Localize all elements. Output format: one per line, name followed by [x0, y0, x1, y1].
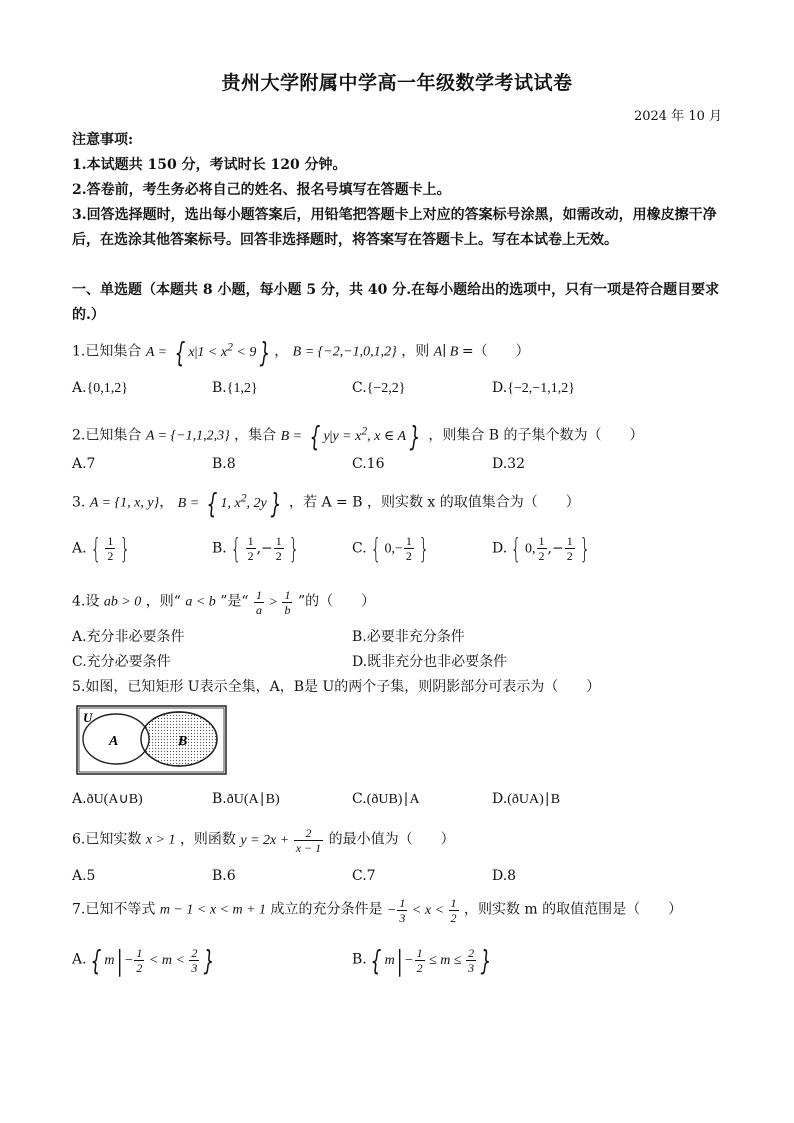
q5-option-c[interactable]: C.(ðUB)∣A — [352, 791, 420, 807]
q2-option-d[interactable]: D.32 — [492, 456, 525, 472]
question-2 — [72, 420, 644, 453]
q4-mid1: ，则“ — [145, 593, 181, 610]
q6-function: y = 2x + $\frac{2}{x - 1}$ — [240, 826, 322, 855]
exam-date: 2024 年 10 月 — [633, 109, 722, 124]
q4-tail: ”的（ ） — [297, 593, 376, 610]
q3-set-b: B = { 1, $x^2$, 2y } — [177, 487, 281, 520]
q6-tail: 的最小值为（ ） — [328, 831, 455, 848]
venn-label-b: B — [178, 734, 188, 749]
q1-prefix: 1.已知集合 — [72, 343, 142, 360]
q3-set-a: A = {1, x, y} — [89, 495, 160, 511]
q5-option-b[interactable]: B.ðU(A∣B) — [212, 791, 280, 807]
q2-option-a[interactable]: A.7 — [72, 456, 96, 472]
notes-heading: 注意事项: — [72, 132, 134, 148]
note-item-3: 3.回答选择题时，选出每小题答案后，用铅笔把答题卡上对应的答案标号涂黑，如需改动，用橡皮擦干净后，在选涂其他答案标号。回答非选择题时，将答案写在答题卡上。写在本试卷上无效。 — [72, 207, 717, 248]
q3-prefix: 3. — [72, 494, 86, 511]
q1-tail: =（ ） — [461, 343, 530, 360]
question-1: 1.已知集合 A = { $x|1 < x^2 < 9$ } ， B = {−2,−1,0,1,2} ，则 A∣ B =（ ） — [72, 336, 530, 369]
q4-prefix: 4.设 — [72, 593, 100, 610]
q7-tail: ，则实数 m 的取值范围是（ ） — [463, 901, 683, 918]
note-item-1: 1.本试题共 150 分，考试时长 120 分钟。 — [72, 157, 347, 173]
q1-set-b: B = {−2,−1,0,1,2} — [292, 344, 397, 360]
question-7 — [72, 896, 682, 925]
q2-set-a: A = {−1,1,2,3} — [145, 428, 230, 444]
q6-option-a[interactable]: A.5 — [72, 868, 96, 884]
q1-option-b[interactable]: B.{1,2} — [212, 380, 258, 396]
q2-set-b: B = { $y|y = x^2$, x ∈ A } — [280, 420, 421, 453]
q4-a-lt-b: a < b — [185, 594, 216, 610]
q1-option-a[interactable]: A.{0,1,2} — [72, 380, 129, 396]
q3-option-c[interactable]: C. { 0,− $\frac{1}{2}$ } — [352, 532, 430, 565]
q7-option-a[interactable]: A. { m| − $\frac{1}{2}$ < m < $\frac{2}{3}$ } — [72, 944, 215, 977]
q4-option-a[interactable]: A.充分非必要条件 — [72, 629, 185, 645]
page-title: 贵州大学附属中学高一年级数学考试试卷 — [221, 72, 573, 94]
q4-mid2: ”是“ — [220, 593, 249, 610]
q7-prefix: 7.已知不等式 — [72, 901, 156, 918]
q1-expr: A∣ B — [433, 344, 462, 360]
q2-prefix: 2.已知集合 — [72, 427, 142, 444]
q3-option-b[interactable]: B. { $\frac{1}{2}$ ,− $\frac{1}{2}$ } — [212, 532, 300, 565]
venn-label-a: A — [109, 734, 119, 749]
q7-inequality: m − 1 < x < m + 1 — [159, 902, 267, 918]
q6-option-b[interactable]: B.6 — [212, 868, 236, 884]
q3-option-d[interactable]: D. { 0, $\frac{1}{2}$ ,− $\frac{1}{2}$ } — [492, 532, 590, 565]
q3-mid: ，若 A = B ，则实数 x 的取值集合为（ ） — [289, 494, 580, 511]
q6-option-d[interactable]: D.8 — [492, 868, 517, 884]
q2-tail: ，则集合 B 的子集个数为（ ） — [428, 427, 644, 444]
q2-option-c[interactable]: C.16 — [352, 456, 385, 472]
q3-option-a[interactable]: A. { $\frac{1}{2}$ } — [72, 532, 131, 565]
q4-reciprocal: $\frac{1}{a}$ > $\frac{1}{b}$ — [256, 588, 291, 617]
question-6 — [72, 826, 455, 855]
q4-option-c[interactable]: C.充分必要条件 — [72, 654, 171, 670]
question-3: 3. A = {1, x, y}， B = { 1, $x^2$, 2y } ，若 A = B ，则实数 x 的取值集合为（ ） — [72, 487, 580, 520]
question-5: 5.如图，已知矩形 U表示全集，A，B是 U的两个子集，则阴影部分可表示为（ ） — [72, 679, 601, 695]
q1-option-d[interactable]: D.{−2,−1,1,2} — [492, 380, 575, 396]
q1-set-a: A = { $x|1 < x^2 < 9$ } — [145, 336, 271, 369]
q1-mid: ，则 — [401, 343, 430, 360]
venn-label-u: U — [83, 710, 93, 725]
note-item-2: 2.答卷前，考生务必将自己的姓名、报名号填写在答题卡上。 — [72, 182, 451, 198]
q2-option-b[interactable]: B.8 — [212, 456, 236, 472]
q7-option-b[interactable]: B. { m| − $\frac{1}{2}$ ≤ m ≤ $\frac{2}{3}$ } — [352, 944, 492, 977]
q2-mid: ，集合 — [234, 427, 277, 444]
q6-option-c[interactable]: C.7 — [352, 868, 376, 884]
q6-condition: x > 1 — [145, 832, 176, 848]
q6-prefix: 6.已知实数 — [72, 831, 142, 848]
q5-option-a[interactable]: A.ðU(A∪B) — [72, 791, 143, 807]
q1-option-c[interactable]: C.{−2,2} — [352, 380, 406, 396]
section-heading: 一、单选题（本题共 8 小题，每小题 5 分，共 40 分.在每小题给出的选项中，只有一项是符合题目要求的.） — [72, 282, 720, 323]
q4-condition: ab > 0 — [103, 594, 142, 610]
q7-mid: 成立的充分条件是 — [270, 901, 383, 918]
q4-option-b[interactable]: B.必要非充分条件 — [352, 629, 465, 645]
q4-option-d[interactable]: D.既非充分也非必要条件 — [352, 654, 508, 670]
q6-mid: ，则函数 — [179, 831, 236, 848]
q5-option-d[interactable]: D.(ðUA)∣B — [492, 791, 561, 807]
q7-condition: − $\frac{1}{3}$ < x < $\frac{1}{2}$ — [386, 896, 457, 925]
venn-diagram — [76, 705, 227, 775]
question-4 — [72, 588, 375, 617]
